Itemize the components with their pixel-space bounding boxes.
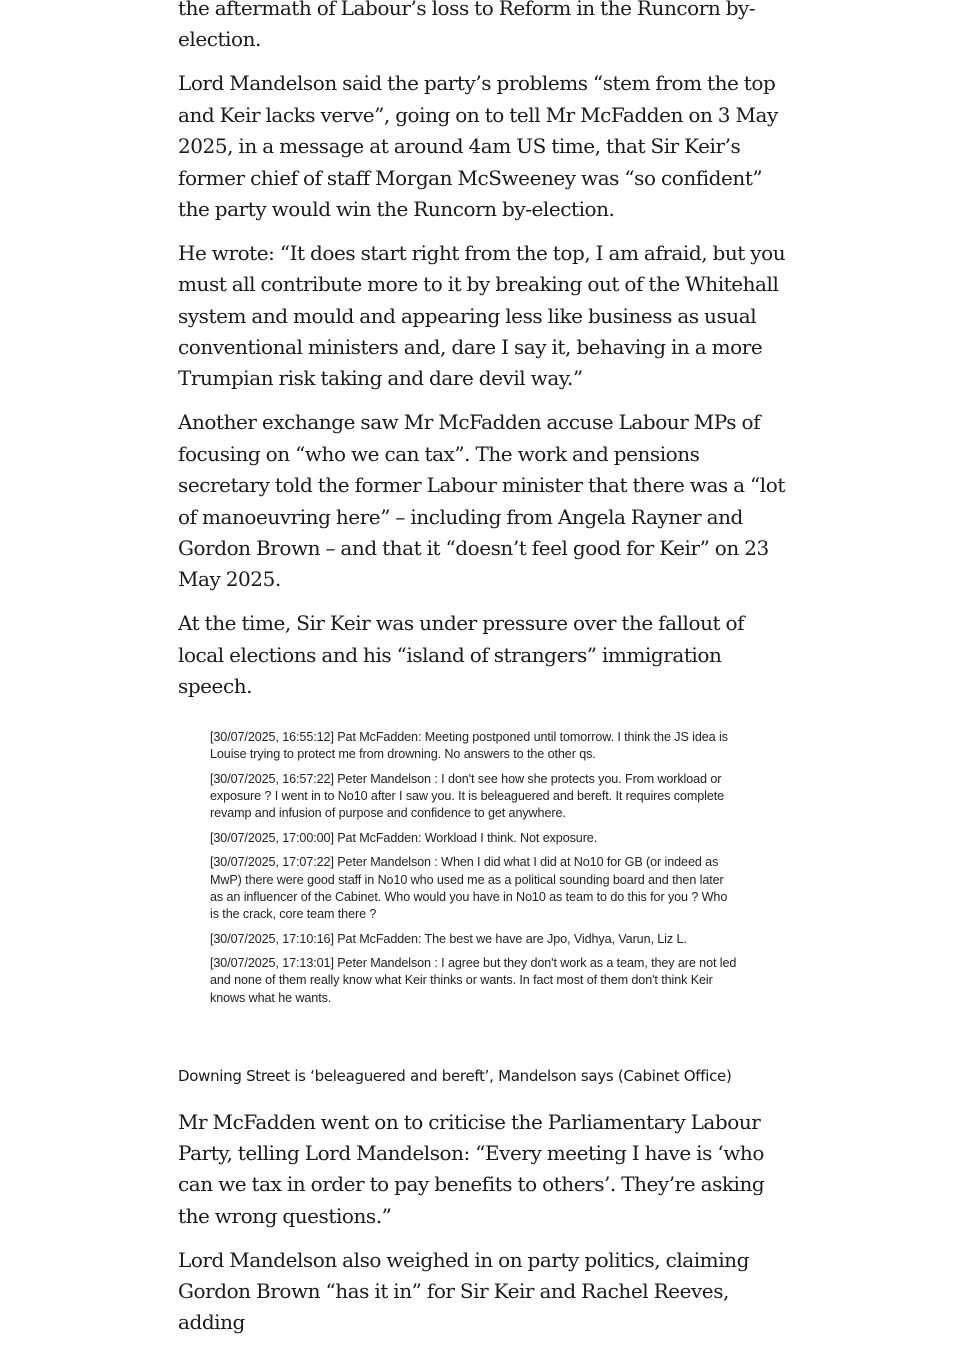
message-entry: [30/07/2025, 16:55:12] Pat McFadden: Meeting postponed until tomorrow. I think the JS idea is Louise trying to protect me from drowning. No answers to the other qs.: [210, 730, 728, 762]
article-paragraph: Lord Mandelson said the party’s problems “stem from the top and Keir lacks verve”, going on to tell Mr McFadden on 3 May 2025, in a message at around 4am US time, that Sir Keir’s former chief of staff Morgan McSweeney was “so confident” the party would win the Runcorn by-election.: [178, 71, 778, 221]
message-screenshot-figure: [178, 715, 788, 1085]
article-paragraph: Another exchange saw Mr McFadden accuse Labour MPs of focusing on “who we can tax”. The work and pensions secretary told the former Labour minister that there was a “lot of manoeuvring here” – including from Angela Rayner and Gordon Brown – and that it “doesn’t feel good for Keir” on 23 May 2025.: [178, 410, 785, 592]
article-paragraph: At the time, Sir Keir was under pressure over the fallout of local elections and his “island of strangers” immigration speech.: [178, 611, 745, 699]
message-entry: [30/07/2025, 17:10:16] Pat McFadden: The best we have are Jpo, Vidhya, Varun, Liz L.: [210, 931, 687, 946]
message-entry: [30/07/2025, 17:07:22] Peter Mandelson : When I did what I did at No10 for GB (or indeed as MwP) there were good staff in No10 who used me as a political sounding board and then later as an influencer of the Cabinet. Who would you have in No10 as team to do this for you ? Who is the crack, core team there ?: [210, 855, 728, 922]
figure-caption: Downing Street is ‘beleaguered and bereft’, Mandelson says (Cabinet Office): [178, 1067, 732, 1086]
message-entry: [30/07/2025, 16:57:22] Peter Mandelson : I don't see how she protects you. From workload or exposure ? I went in to No10 after I saw you. It is beleaguered and bereft. It requires complete revamp and infusion of purpose and confidence to get anywhere.: [210, 771, 725, 821]
message-entry: [30/07/2025, 17:00:00] Pat McFadden: Workload I think. Not exposure.: [210, 830, 598, 845]
whatsapp-messages-image[interactable]: [178, 715, 738, 1057]
message-entry: [30/07/2025, 17:13:01] Peter Mandelson : I agree but they don't work as a team, they are not led and none of them really know what Keir thinks or wants. In fact most of them don't think Keir knows what he wants.: [210, 956, 737, 1005]
article-body: [178, 0, 788, 1351]
article-paragraph: He wrote: “It does start right from the top, I am afraid, but you must all contribute more to it by breaking out of the Whitehall system and mould and appearing less like business as usual conventional ministers and, dare I say it, behaving in a more Trumpian risk taking and dare devil way.”: [178, 240, 786, 391]
article-paragraph: Mr McFadden went on to criticise the Parliamentary Labour Party, telling Lord Mandelson: “Every meeting I have is ‘who can we tax in order to pay benefits to others’. They’re asking the wrong questions.”: [178, 1109, 765, 1228]
article-paragraph: the aftermath of Labour’s loss to Reform in the Runcorn by-election.: [178, 0, 756, 52]
article-paragraph: Lord Mandelson also weighed in on party politics, claiming Gordon Brown “has it in” for Sir Keir and Rachel Reeves, adding: [178, 1247, 749, 1335]
